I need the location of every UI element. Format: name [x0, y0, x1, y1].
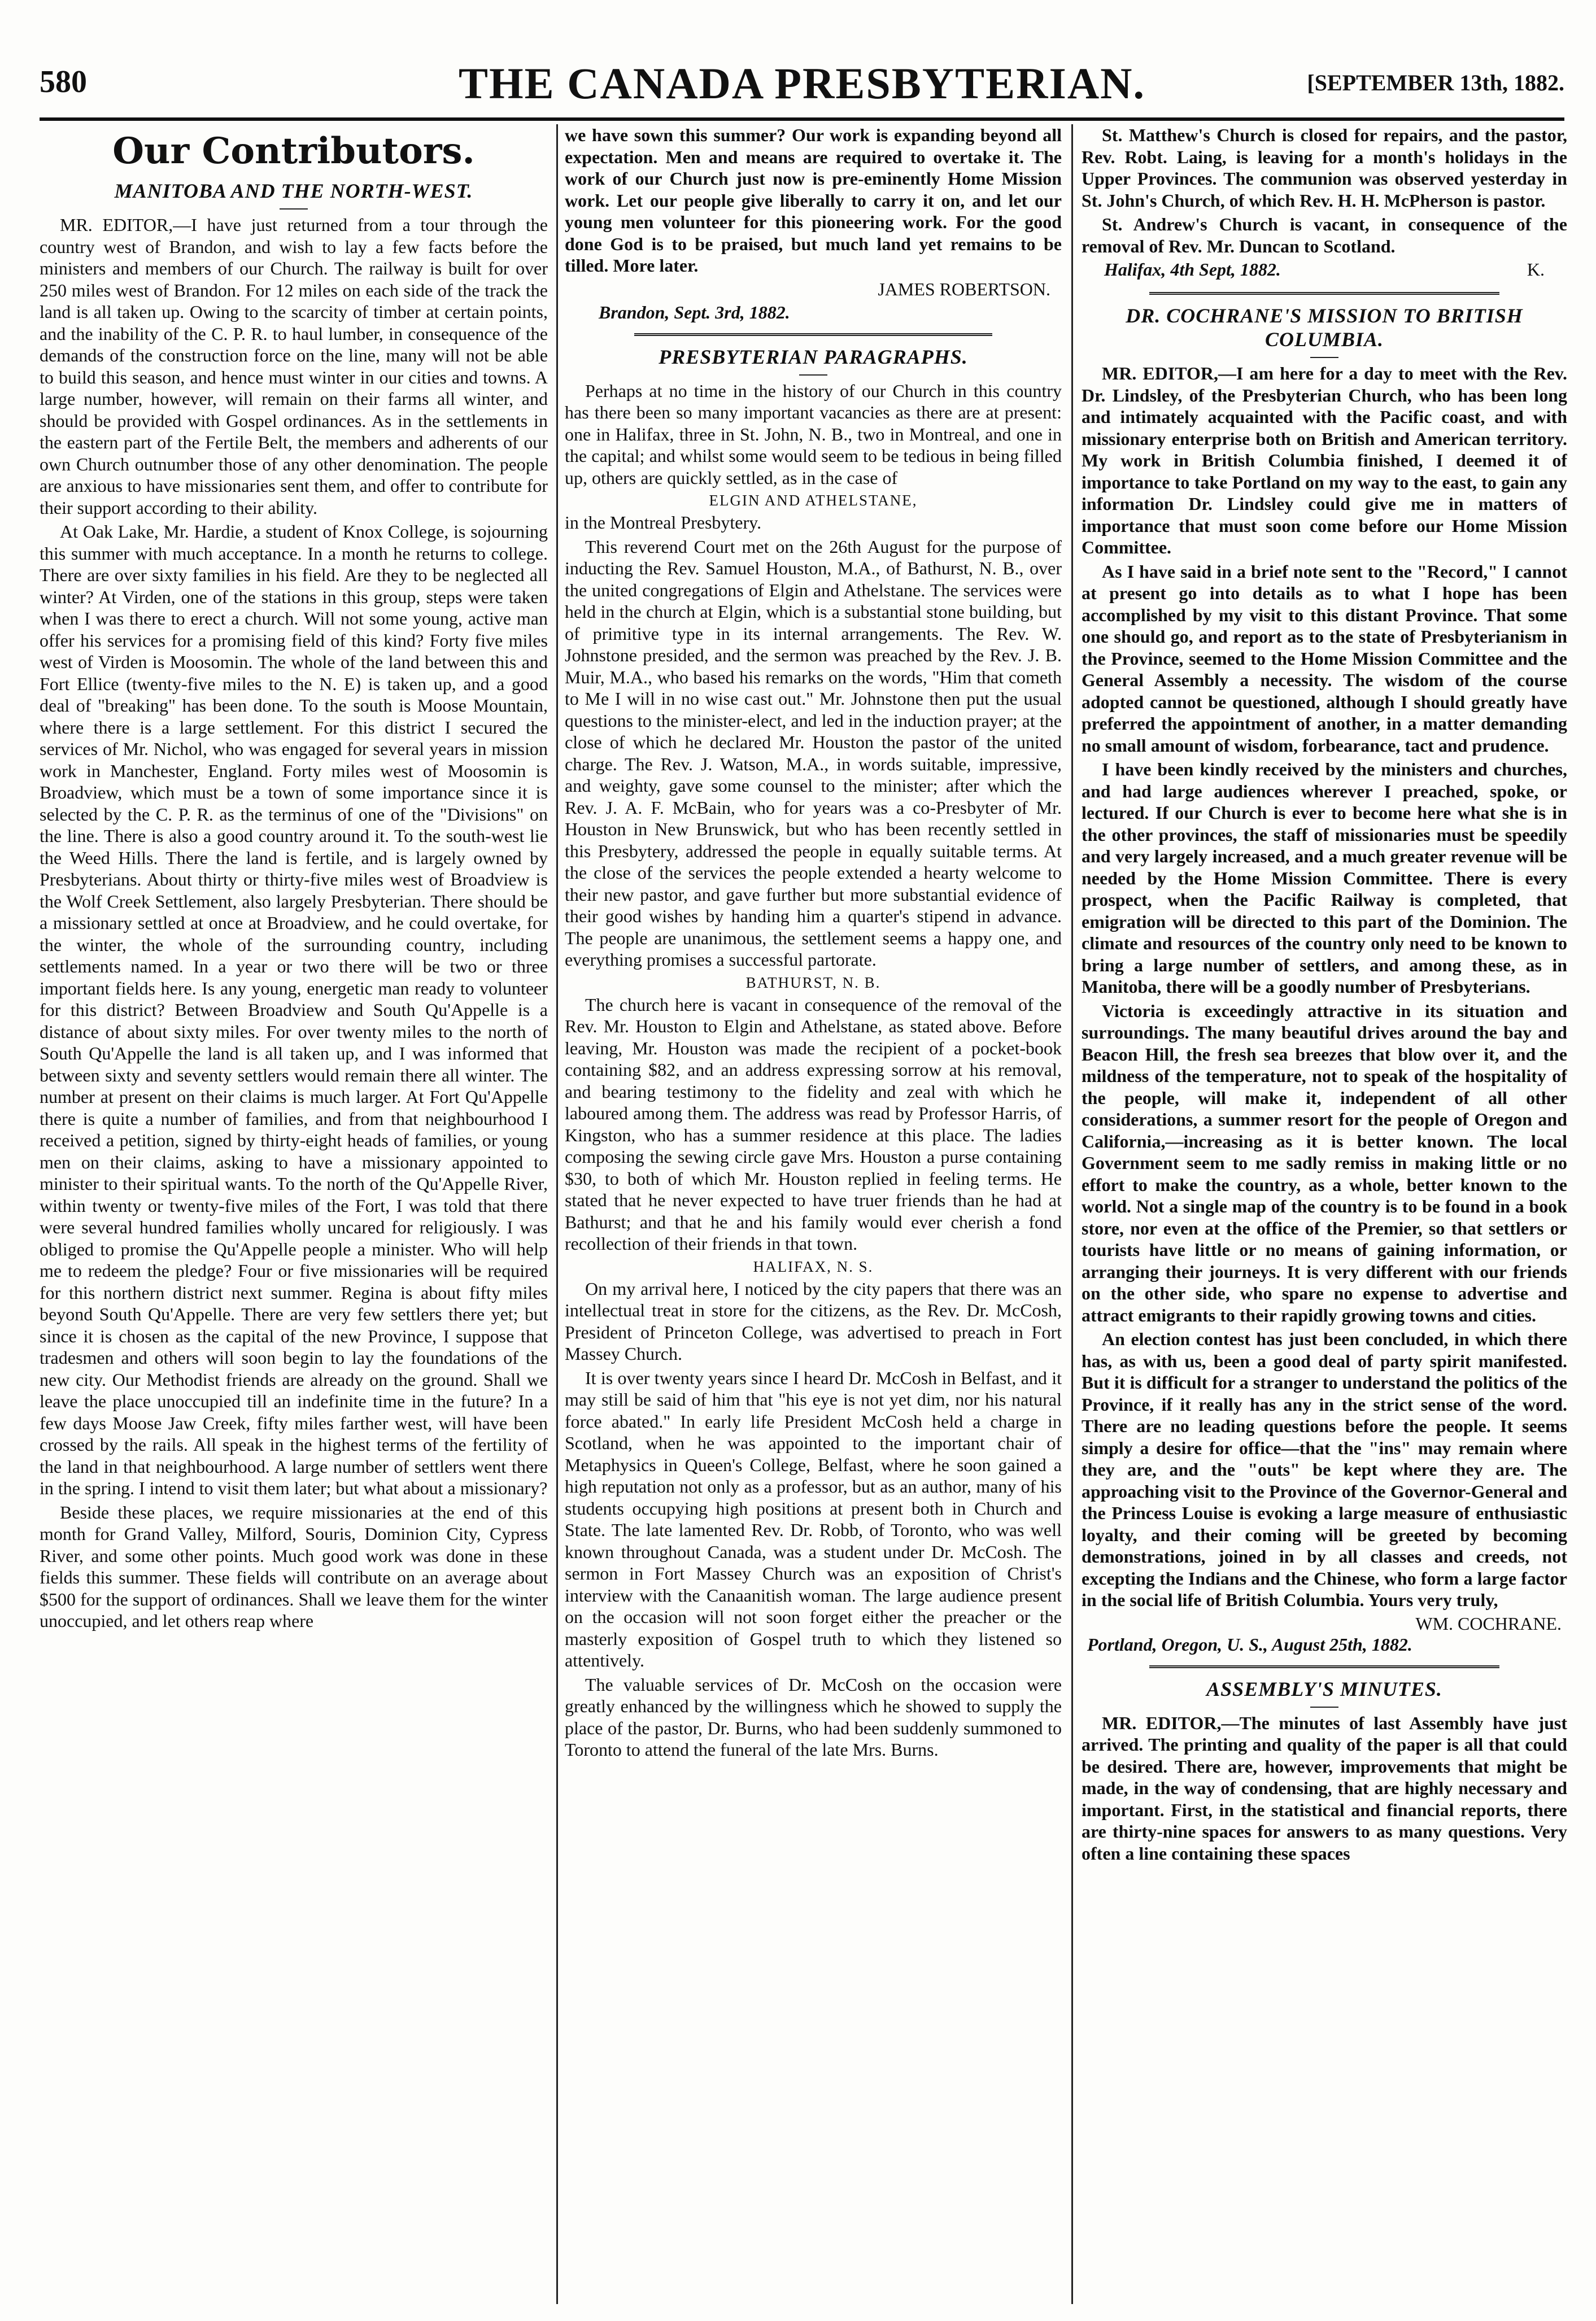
column-rule: [1071, 124, 1073, 2304]
article-paragraph: This reverend Court met on the 26th August for the purpose of inducting the Rev. Samuel Houston, M.A., of Bathurst, N. B., over the united congregations of Elgin and Athelstane. The services were held in the church at Elgin, which is a substantial stone building, but of primitive type in its internal arrangements. The Rev. W. Johnstone presided, and the sermon was preached by the Rev. J. B. Muir, M.A., who based his remarks on the words, "Him that cometh to Me I will in no wise cast out." Mr. Johnstone then put the usual questions to the minister-elect, and led in the induction prayer; at the close of which he declared Mr. Houston the pastor of the united charge. The Rev. J. Watson, M.A., in words suitable, impressive, and weighty, gave some counsel to the minister; after which the Rev. J. A. F. McBain, who for years was a co-Presbyter of Mr. Houston in New Brunswick, but who has been recently settled in this Presbytery, addressed the people in equally suitable terms. At the close of the services the people extended a hearty welcome to their new pastor, and gave further but more substantial evidence of their good wishes by handing him a quarter's stipend in advance. The people are unanimous, the settlement seems a happy one, and everything promises a successful partorate.: [565, 536, 1062, 970]
subheading: HALIFAX, N. S.: [753, 1258, 874, 1275]
column-3: [1082, 124, 1567, 2304]
section-divider: [1149, 292, 1499, 297]
article-heading: MANITOBA AND THE NORTH-WEST.: [114, 180, 473, 202]
column-1: [40, 124, 548, 2304]
heading-rule: [799, 374, 827, 376]
article-heading: DR. COCHRANE'S MISSION TO BRITISH COLUMBIA.: [1126, 304, 1523, 351]
column-2: [565, 124, 1062, 2304]
article-paragraph: St. Matthew's Church is closed for repairs, and the pastor, Rev. Robt. Laing, is leaving for a month's holidays in the Upper Provinces. The communion was observed yesterday in St. John's Church, of which Rev. H. H. McPherson is pastor.: [1082, 125, 1567, 211]
page-number: 580: [40, 64, 87, 99]
signature: K.: [1527, 259, 1545, 280]
dateline: Portland, Oregon, U. S., August 25th, 1882.: [1087, 1634, 1412, 1655]
heading-rule: [280, 208, 308, 210]
article-paragraph: in the Montreal Presbytery.: [565, 512, 762, 533]
article-paragraph: At Oak Lake, Mr. Hardie, a student of Knox College, is sojourning this summer with much acceptance. In a month he returns to college. There are over sixty families in his field. Are they to be neglected all winter? At Virden, one of the stations in this group, steps were taken when I was there to erect a church. Will not some young, active man offer his services for a promising field of this kind? Forty five miles west of Virden is Moosomin. The whole of the land between this and Fort Ellice (twenty-five miles to the N. E) is taken up, and a good deal of "breaking" has been done. To the south is Moose Mountain, where there is a large settlement. For this district I secured the services of Mr. Nichol, who was engaged for several years in mission work in Manchester, England. Forty miles west of Moosomin is Broadview, which must be a town of some importance since it is selected by the C. P. R. as the terminus of one of the "Divisions" on the line. There is also a good country around it. To the south-west lie the Weed Hills. There the land is fertile, and is largely owned by Presbyterians. About thirty or thirty-five miles west of Broadview is the Wolf Creek Settlement, also largely Presbyterian. There should be a missionary settled at once at Broadview, and he could overtake, for the winter, the whole of the surrounding country, including settlements named. In a year or two there will be two or three important fields here. Is any young, energetic man ready to volunteer for this district? Between Broadview and South Qu'Appelle is a distance of about sixty miles. For over twenty miles to the north of South Qu'Appelle the land is all taken up, and I was informed that between sixty and seventy settlers would remain there all winter. The number at present on their claims is much larger. At Fort Qu'Appelle there is quite a number of families, and from that neighbourhood I received a petition, signed by thirty-eight heads of families, or young men on their claims, asking to have a missionary appointed to minister to their spiritual wants. To the north of the Qu'Appelle River, within twenty or twenty-five miles of the Fort, I was told that there were several hundred families wholly uncared for religiously. I was obliged to promise the Qu'Appelle people a minister. Who will help me to redeem the pledge? Four or five missionaries will be required for this northern district next summer. Regina is about fifty miles beyond South Qu'Appelle. There are very few settlers there yet; but since it is chosen as the capital of the new Province, I suppose that tradesmen and others will soon begin to lay the foundations of the new city. Our Methodist friends are already on the ground. Shall we leave the place unoccupied till an indefinite time in the future? In a few days Moose Jaw Creek, fifty miles farther west, will have been crossed by the rails. All speak in the highest terms of the fertility of the land in that neighbourhood. A large number of settlers went there in the spring. I intend to visit them later; but what about a missionary?: [40, 521, 548, 1498]
article-paragraph: Beside these places, we require missionaries at the end of this month for Grand Valley, Milford, Souris, Dominion City, Cypress River, and some other points. Much good work was done in these fields this summer. These fields will contribute on an average about $500 for the support of ordinances. Shall we leave them for the winter unoccupied, and let others reap where: [40, 1502, 548, 1631]
section-banner: Our Contributors.: [112, 130, 475, 172]
article-paragraph: MR. EDITOR,—The minutes of last Assembly have just arrived. The printing and quality of the paper is all that could be desired. There are, however, improvements that might be made, in the way of condensing, that are highly necessary and important. First, in the statistical and financial reports, there are thirty-nine spaces for answers to as many questions. Very often a line containing these spaces: [1082, 1712, 1567, 1864]
signature: JAMES ROBERTSON.: [878, 278, 1050, 299]
article-heading: ASSEMBLY'S MINUTES.: [1206, 1677, 1442, 1700]
newspaper-title: THE CANADA PRESBYTERIAN.: [458, 59, 1146, 108]
article-paragraph: The church here is vacant in consequence of the removal of the Rev. Mr. Houston to Elgin and Athelstane, as stated above. Before leaving, Mr. Houston was made the recipient of a pocket-book containing $82, and an address expressing sorrow at his removal, and bearing testimony to the fidelity and zeal with which he laboured among them. The address was read by Professor Harris, of Kingston, who has a summer residence at this place. The ladies composing the sewing circle gave Mrs. Houston a purse containing $30, to both of which Mr. Houston replied in feeling terms. He stated that he never expected to have truer friends than he had at Bathurst; and that he and his family would ever cherish a fond recollection of their friends in that town.: [565, 994, 1062, 1254]
section-divider: [634, 333, 992, 338]
article-paragraph: I have been kindly received by the ministers and churches, and had large audiences wherever I preached, spoke, or lectured. If our Church is ever to become here what she is in the other provinces, the staff of missionaries must be speedily and very largely increased, and a much greater revenue will be needed by the Home Mission Committee. There is every prospect, when the Pacific Railway is completed, that emigration will be directed to this part of the Dominion. The climate and resources of the country only need to be known to bring a large number of settlers, and among these, as in Manitoba, there will be a goodly number of Presbyterians.: [1082, 759, 1567, 997]
section-divider: [1149, 1665, 1499, 1670]
article-paragraph: MR. EDITOR,—I am here for a day to meet with the Rev. Dr. Lindsley, of the Presbyterian Church, who has been long and intimately acquainted with the Pacific coast, and with missionary enterprise both on British and American territory. My work in British Columbia finished, I deemed it of importance to take Portland on my way to the east, to gain any information Dr. Lindsley could give me in matters of importance that must soon come before our Home Mission Committee.: [1082, 363, 1567, 557]
signature: WM. COCHRANE.: [1415, 1613, 1562, 1634]
article-paragraph: we have sown this summer? Our work is expanding beyond all expectation. Men and means are required to overtake it. The work of our Church just now is pre-eminently Home Mission work. Let our people give liberally to carry it on, and let our young men volunteer for this pioneering work. For the good done God is to be praised, but much land yet remains to be tilled. More later.: [565, 125, 1062, 276]
article-paragraph: MR. EDITOR,—I have just returned from a tour through the country west of Brandon, and wish to lay a few facts before the ministers and members of our Church. The railway is built for over 250 miles west of Brandon. For 12 miles on each side of the track the land is all taken up. Owing to the scarcity of timber at certain points, and the inability of the C. P. R. to haul lumber, in consequence of the demands of the construction force on the line, many will not be able to build this season, and hence must winter in our cities and towns. A large number, however, will remain on their farms all winter, and should be provided with Gospel ordinances. As in the settlements in the eastern part of the Fertile Belt, the members and adherents of our own Church outnumber those of any other denomination. The people are anxious to have missionaries sent them, and offer to contribute for their support according to their ability.: [40, 215, 548, 518]
heading-rule: [1310, 1707, 1338, 1708]
article-paragraph: The valuable services of Dr. McCosh on the occasion were greatly enhanced by the willingness which he showed to supply the place of the pastor, Dr. Burns, who had been suddenly summoned to Toronto to attend the funeral of the late Mrs. Burns.: [565, 1674, 1062, 1760]
subheading: BATHURST, N. B.: [745, 974, 881, 991]
article-paragraph: St. Andrew's Church is vacant, in consequence of the removal of Rev. Mr. Duncan to Scotland.: [1082, 214, 1567, 256]
article-paragraph: Perhaps at no time in the history of our Church in this country has there been so many important vacancies as there are at present: one in Halifax, three in St. John, N. B., two in Montreal, and one in the capital; and whilst some would seem to be tedious in being filled up, others are quickly settled, as in the case of: [565, 380, 1062, 488]
dateline: Halifax, 4th Sept, 1882.: [1104, 259, 1281, 280]
issue-date: [SEPTEMBER 13th, 1882.: [1307, 70, 1564, 95]
dateline: Brandon, Sept. 3rd, 1882.: [599, 302, 790, 322]
masthead: [40, 54, 1564, 116]
article-heading: PRESBYTERIAN PARAGRAPHS.: [659, 345, 968, 368]
masthead-rule: [40, 117, 1564, 121]
column-rule: [556, 124, 558, 2304]
article-paragraph: It is over twenty years since I heard Dr. McCosh in Belfast, and it may still be said of him that "his eye is not yet dim, nor his natural force abated." In early life President McCosh held a charge in Scotland, when he was appointed to the important chair of Metaphysics in Queen's College, Belfast, where he soon gained a high reputation not only as a professor, but as an author, many of his students occupying high positions at present both in Church and State. The late lamented Rev. Dr. Robb, of Toronto, who was well known throughout Canada, was a student under Dr. McCosh. The sermon in Fort Massey Church was an exposition of Christ's interview with the Canaanitish woman. The large audience present on the occasion will not soon forget either the preacher or the masterly exposition of Gospel truth to which they listened so attentively.: [565, 1367, 1062, 1670]
heading-rule: [1310, 357, 1338, 358]
article-paragraph: As I have said in a brief note sent to the "Record," I cannot at present go into details as to what I hope has been accomplished by my visit to this distant Province. That some one should go, and report as to the state of Presbyterianism in the Province, seemed to the Home Mission Committee and the General Assembly a necessity. The wisdom of the course adopted cannot be questioned, although I should greatly have preferred the appointment of another, in a matter demanding no small amount of wisdom, forbearance, tact and prudence.: [1082, 561, 1567, 756]
subheading: ELGIN AND ATHELSTANE,: [709, 492, 918, 509]
article-paragraph: Victoria is exceedingly attractive in its situation and surroundings. The many beautiful drives around the bay and Beacon Hill, the fresh sea breezes that blow over it, and the mildness of the temperature, not to speak of the hospitality of the people, will make it, independent of all other considerations, a summer resort for the people of Oregon and California,—increasing as it is better known. The local Government seem to me sadly remiss in making little or no effort to make the country, as a whole, better known to the world. Not a single map of the country is to be found in a book store, nor even at the office of the Premier, so that settlers or tourists have little or no means of gaining information, or arranging their journeys. It is very different with our friends on the other side, who spare no expense to advertise and attract emigrants to their rapidly growing towns and cities.: [1082, 1000, 1567, 1325]
article-paragraph: On my arrival here, I noticed by the city papers that there was an intellectual treat in store for the citizens, as the Rev. Dr. McCosh, President of Princeton College, was advertised to preach in Fort Massey Church.: [565, 1278, 1062, 1364]
article-paragraph: An election contest has just been concluded, in which there has, as with us, been a good deal of party spirit manifested. But it is difficult for a stranger to understand the politics of the Province, if it really has any in the strict sense of the word. There are no leading questions before the people. It seems simply a desire for office—that the "ins" may remain where they are, and the "outs" be kept where they are. The approaching visit to the Province of the Governor-General and the Princess Louise is evoking a large measure of enthusiastic loyalty, and their coming will be greeted by becoming demonstrations, joined in by all classes and creeds, not excepting the Indians and the Chinese, who form a large factor in the social life of British Columbia. Yours very truly,: [1082, 1329, 1567, 1610]
